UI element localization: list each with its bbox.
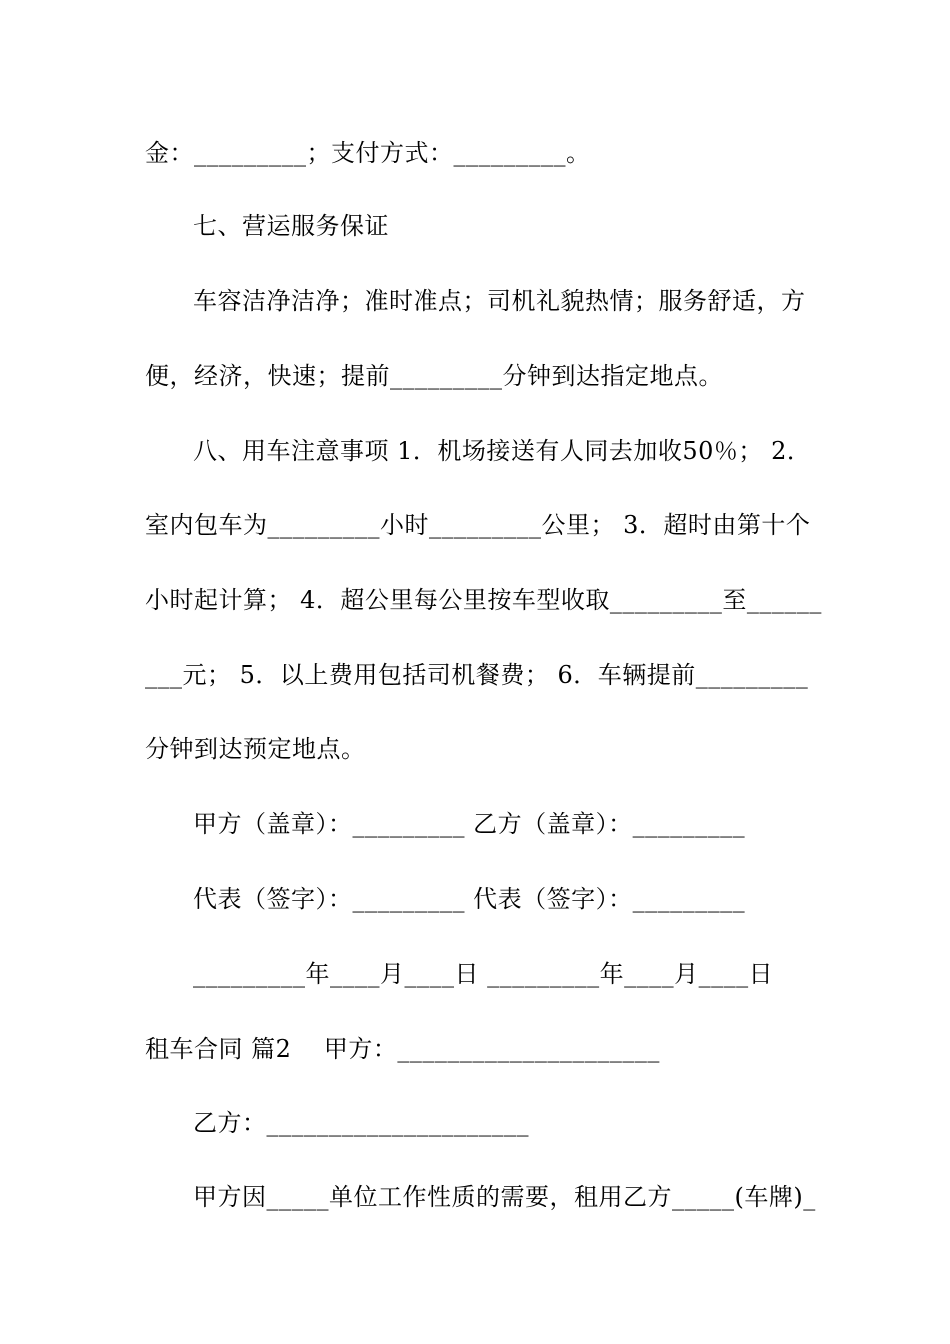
contract-2-title-line: 租车合同 篇2 甲方：_____________________ — [145, 1035, 660, 1063]
section-8-line-5: 分钟到达预定地点。 — [145, 735, 366, 763]
section-7-body-line-2: 便，经济，快速；提前_________分钟到达指定地点。 — [145, 362, 723, 390]
signature-line: 代表（签字）：_________ 代表（签字）：_________ — [193, 885, 746, 913]
contract-2-intro-line: 甲方因_____单位工作性质的需要，租用乙方_____(车牌)_ — [193, 1183, 816, 1211]
section-7-body-line-1: 车容洁净洁净；准时准点；司机礼貌热情；服务舒适，方 — [193, 287, 806, 315]
section-8-line-3: 小时起计算； 4．超公里每公里按车型收取_________至______ — [145, 586, 822, 614]
section-8-line-2: 室内包车为_________小时_________公里； 3．超时由第十个 — [145, 511, 811, 539]
date-line: _________年____月____日 _________年____月____日 — [193, 960, 774, 988]
section-7-heading: 七、营运服务保证 — [193, 212, 389, 240]
party-b-line: 乙方：_____________________ — [193, 1109, 529, 1137]
section-8-line-1: 八、用车注意事项 1．机场接送有人同去加收50％； 2． — [193, 437, 812, 465]
seal-line: 甲方（盖章）：_________ 乙方（盖章）：_________ — [193, 810, 746, 838]
section-8-line-4: ___元； 5．以上费用包括司机餐费； 6．车辆提前_________ — [145, 661, 809, 689]
deposit-payment-line: 金：_________；支付方式：_________。 — [145, 139, 591, 167]
